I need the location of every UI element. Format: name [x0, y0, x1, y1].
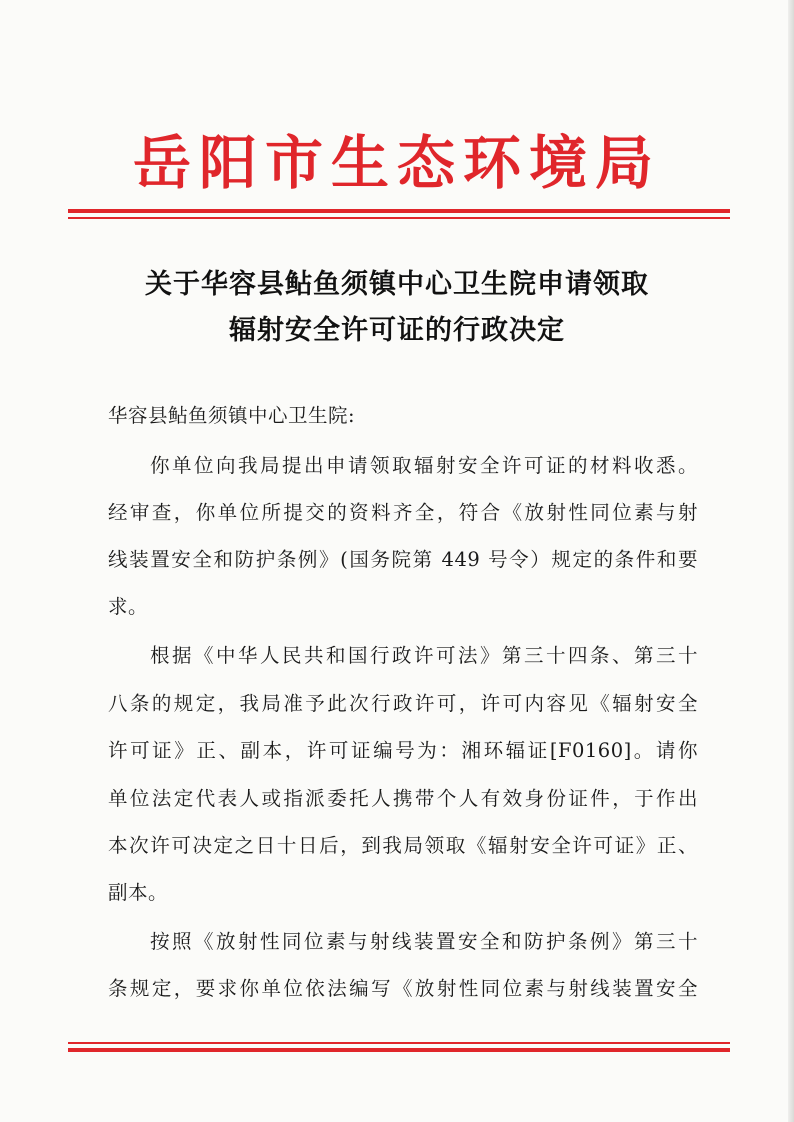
body-line: 按照《放射性同位素与射线装置安全和防护条例》第三十 — [150, 930, 698, 953]
letterhead-rule-thin — [68, 217, 730, 219]
scan-edge — [788, 0, 794, 1122]
body-line: 副本。 — [108, 881, 169, 904]
body-line: 本次许可决定之日十日后，到我局领取《辐射安全许可证》正、 — [108, 834, 698, 857]
body-line: 你单位向我局提出申请领取辐射安全许可证的材料收悉。 — [150, 454, 698, 477]
letterhead-rule-thick — [68, 209, 730, 213]
body-line: 许可证》正、副本，许可证编号为：湘环辐证[F0160]。请你 — [108, 739, 698, 762]
salutation: 华容县鲇鱼须镇中心卫生院: — [108, 404, 356, 427]
document-title-line-1: 关于华容县鲇鱼须镇中心卫生院申请领取 — [145, 269, 649, 300]
footer-rule-thick — [68, 1048, 730, 1052]
body-line: 八条的规定，我局准予此次行政许可，许可内容见《辐射安全 — [108, 692, 698, 715]
letterhead-title: 岳阳市生态环境局 — [132, 129, 661, 197]
body-line: 经审查，你单位所提交的资料齐全，符合《放射性同位素与射 — [108, 501, 698, 524]
document-title-line-2: 辐射安全许可证的行政决定 — [229, 315, 565, 346]
body-line: 单位法定代表人或指派委托人携带个人有效身份证件，于作出 — [108, 787, 698, 810]
body-line: 求。 — [108, 595, 149, 618]
body-line: 线装置安全和防护条例》(国务院第 449 号令）规定的条件和要 — [108, 548, 698, 571]
footer-rule-thin — [68, 1042, 730, 1044]
body-line: 根据《中华人民共和国行政许可法》第三十四条、第三十 — [150, 644, 698, 667]
body-line: 条规定，要求你单位依法编写《放射性同位素与射线装置安全 — [108, 977, 698, 1000]
